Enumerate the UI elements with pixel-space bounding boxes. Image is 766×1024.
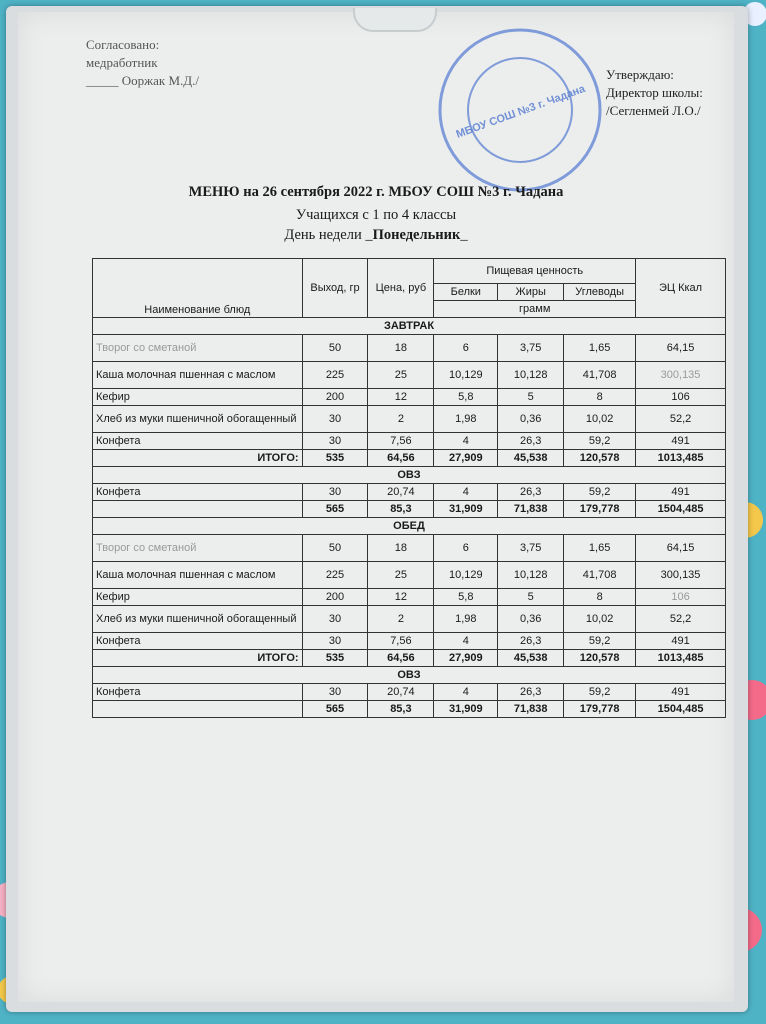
dish-carbs: 10,02 (564, 606, 636, 633)
table-row (93, 535, 726, 562)
dish-fat: 3,75 (498, 335, 564, 362)
dish-name: Хлеб из муки пшеничной обогащенный (93, 406, 303, 433)
dish-price: 2 (368, 606, 434, 633)
confirm-role: Директор школы: (606, 85, 703, 100)
total-fat: 71,838 (498, 501, 564, 518)
ovz-total-row (93, 501, 726, 518)
table-header-row (93, 259, 726, 284)
table-row (93, 335, 726, 362)
dish-carbs: 59,2 (564, 484, 636, 501)
total-output: 565 (302, 501, 368, 518)
dish-name: Творог со сметаной (93, 335, 303, 362)
dish-energy: 64,15 (636, 335, 726, 362)
dish-name: Конфета (93, 633, 303, 650)
dish-carbs: 41,708 (564, 362, 636, 389)
dish-energy: 491 (636, 433, 726, 450)
dish-fat: 10,128 (498, 362, 564, 389)
dish-carbs: 1,65 (564, 335, 636, 362)
dish-protein: 1,98 (434, 606, 498, 633)
dish-output: 30 (302, 684, 368, 701)
dish-protein: 10,129 (434, 362, 498, 389)
dish-output: 30 (302, 484, 368, 501)
ovz-title: ОВЗ (93, 467, 726, 484)
dish-price: 18 (368, 535, 434, 562)
dish-energy: 491 (636, 484, 726, 501)
ovz-row (93, 667, 726, 684)
page-subtitle: Учащихся с 1 по 4 классы (295, 207, 457, 223)
table-row (93, 606, 726, 633)
dish-fat: 26,3 (498, 633, 564, 650)
total-price: 64,56 (368, 450, 434, 467)
dish-price: 2 (368, 406, 434, 433)
total-carbs: 179,778 (564, 501, 636, 518)
table-row (93, 684, 726, 701)
dish-energy: 106 (636, 389, 726, 406)
dish-name: Каша молочная пшенная с маслом (93, 362, 303, 389)
dish-protein: 4 (434, 684, 498, 701)
dish-protein: 10,129 (434, 562, 498, 589)
header-protein: Белки (434, 284, 498, 301)
section-row-breakfast (93, 318, 726, 335)
dish-energy: 52,2 (636, 606, 726, 633)
dish-output: 30 (302, 633, 368, 650)
total-protein: 27,909 (434, 650, 498, 667)
ovz-total-empty (93, 701, 303, 718)
total-protein: 31,909 (434, 701, 498, 718)
dish-energy: 300,135 (636, 562, 726, 589)
total-protein: 31,909 (434, 501, 498, 518)
dish-name: Хлеб из муки пшеничной обогащенный (93, 606, 303, 633)
total-price: 85,3 (368, 701, 434, 718)
approved-label: Согласовано: (86, 37, 160, 52)
section-row-lunch (93, 518, 726, 535)
dish-fat: 26,3 (498, 433, 564, 450)
dish-fat: 3,75 (498, 535, 564, 562)
table-row (93, 562, 726, 589)
table-row (93, 406, 726, 433)
dish-name: Конфета (93, 484, 303, 501)
approved-name: _____ Ооржак М.Д./ (86, 73, 199, 88)
dish-output: 225 (302, 562, 368, 589)
total-label: ИТОГО: (93, 650, 303, 667)
dish-carbs: 41,708 (564, 562, 636, 589)
page-title: МЕНЮ на 26 сентября 2022 г. МБОУ СОШ №3 г. Чадана (188, 184, 564, 200)
ovz-title: ОВЗ (93, 667, 726, 684)
dish-energy: 491 (636, 684, 726, 701)
dish-protein: 1,98 (434, 406, 498, 433)
approved-role: медработник (86, 55, 158, 70)
dish-output: 50 (302, 335, 368, 362)
table-row (93, 362, 726, 389)
menu-table (92, 258, 726, 718)
school-stamp (430, 20, 610, 200)
confirm-block (606, 66, 703, 120)
dish-protein: 4 (434, 484, 498, 501)
total-carbs: 120,578 (564, 650, 636, 667)
dish-fat: 5 (498, 389, 564, 406)
table-row (93, 633, 726, 650)
dish-carbs: 1,65 (564, 535, 636, 562)
dish-output: 50 (302, 535, 368, 562)
weekday-line (18, 227, 734, 244)
header-unit: грамм (434, 301, 636, 318)
confirm-name: /Сегленмей Л.О./ (606, 103, 701, 118)
dish-name: Каша молочная пшенная с маслом (93, 562, 303, 589)
dish-name: Кефир (93, 389, 303, 406)
header-fat: Жиры (498, 284, 564, 301)
table-row (93, 484, 726, 501)
total-fat: 45,538 (498, 650, 564, 667)
dish-protein: 4 (434, 433, 498, 450)
table-row (93, 433, 726, 450)
hanger-tab (353, 8, 437, 32)
total-energy: 1013,485 (636, 450, 726, 467)
dish-fat: 0,36 (498, 406, 564, 433)
dish-output: 30 (302, 606, 368, 633)
dish-price: 12 (368, 589, 434, 606)
confirm-label: Утверждаю: (606, 67, 674, 82)
total-price: 64,56 (368, 650, 434, 667)
dish-price: 20,74 (368, 484, 434, 501)
dish-fat: 26,3 (498, 684, 564, 701)
header-energy: ЭЦ Ккал (636, 259, 726, 318)
dish-energy: 52,2 (636, 406, 726, 433)
dish-name: Конфета (93, 684, 303, 701)
section-title: ЗАВТРАК (93, 318, 726, 335)
dish-fat: 5 (498, 589, 564, 606)
dish-carbs: 59,2 (564, 684, 636, 701)
header-output: Выход, гр (302, 259, 368, 318)
dish-energy: 64,15 (636, 535, 726, 562)
dish-output: 30 (302, 406, 368, 433)
ovz-total-row (93, 701, 726, 718)
table-row (93, 589, 726, 606)
dish-protein: 6 (434, 335, 498, 362)
dish-name: Творог со сметаной (93, 535, 303, 562)
total-output: 535 (302, 650, 368, 667)
dish-fat: 10,128 (498, 562, 564, 589)
weekday-prefix: День недели _ (284, 227, 373, 243)
dish-price: 18 (368, 335, 434, 362)
dish-protein: 5,8 (434, 589, 498, 606)
total-fat: 45,538 (498, 450, 564, 467)
ovz-row (93, 467, 726, 484)
total-row (93, 650, 726, 667)
total-energy: 1504,485 (636, 701, 726, 718)
header-carbs: Углеводы (564, 284, 636, 301)
table-row (93, 389, 726, 406)
dish-name: Кефир (93, 589, 303, 606)
total-output: 535 (302, 450, 368, 467)
dish-output: 30 (302, 433, 368, 450)
approved-block (86, 36, 199, 90)
dish-name: Конфета (93, 433, 303, 450)
header-name: Наименование блюд (93, 259, 303, 318)
total-output: 565 (302, 701, 368, 718)
header-price: Цена, руб (368, 259, 434, 318)
dish-carbs: 10,02 (564, 406, 636, 433)
dish-protein: 6 (434, 535, 498, 562)
dish-energy: 106 (636, 589, 726, 606)
dish-carbs: 59,2 (564, 633, 636, 650)
menu-sheet (18, 12, 734, 1002)
dish-output: 200 (302, 589, 368, 606)
dish-carbs: 8 (564, 389, 636, 406)
total-label: ИТОГО: (93, 450, 303, 467)
dish-price: 7,56 (368, 633, 434, 650)
dish-carbs: 8 (564, 589, 636, 606)
ovz-total-empty (93, 501, 303, 518)
header-nutrition: Пищевая ценность (434, 259, 636, 284)
dish-protein: 4 (434, 633, 498, 650)
section-title: ОБЕД (93, 518, 726, 535)
stamp-text: МБОУ СОШ №3 г. Чадана (454, 82, 587, 141)
total-fat: 71,838 (498, 701, 564, 718)
total-carbs: 120,578 (564, 450, 636, 467)
dish-price: 20,74 (368, 684, 434, 701)
dish-fat: 26,3 (498, 484, 564, 501)
dish-price: 25 (368, 362, 434, 389)
total-energy: 1504,485 (636, 501, 726, 518)
dish-price: 12 (368, 389, 434, 406)
dish-output: 225 (302, 362, 368, 389)
dish-output: 200 (302, 389, 368, 406)
dish-fat: 0,36 (498, 606, 564, 633)
weekday-value: Понедельник (372, 227, 461, 243)
dish-price: 7,56 (368, 433, 434, 450)
total-carbs: 179,778 (564, 701, 636, 718)
weekday-suffix: _ (460, 227, 468, 243)
dish-price: 25 (368, 562, 434, 589)
dish-energy: 300,135 (636, 362, 726, 389)
dish-carbs: 59,2 (564, 433, 636, 450)
total-protein: 27,909 (434, 450, 498, 467)
dish-protein: 5,8 (434, 389, 498, 406)
total-row (93, 450, 726, 467)
dish-energy: 491 (636, 633, 726, 650)
total-energy: 1013,485 (636, 650, 726, 667)
total-price: 85,3 (368, 501, 434, 518)
